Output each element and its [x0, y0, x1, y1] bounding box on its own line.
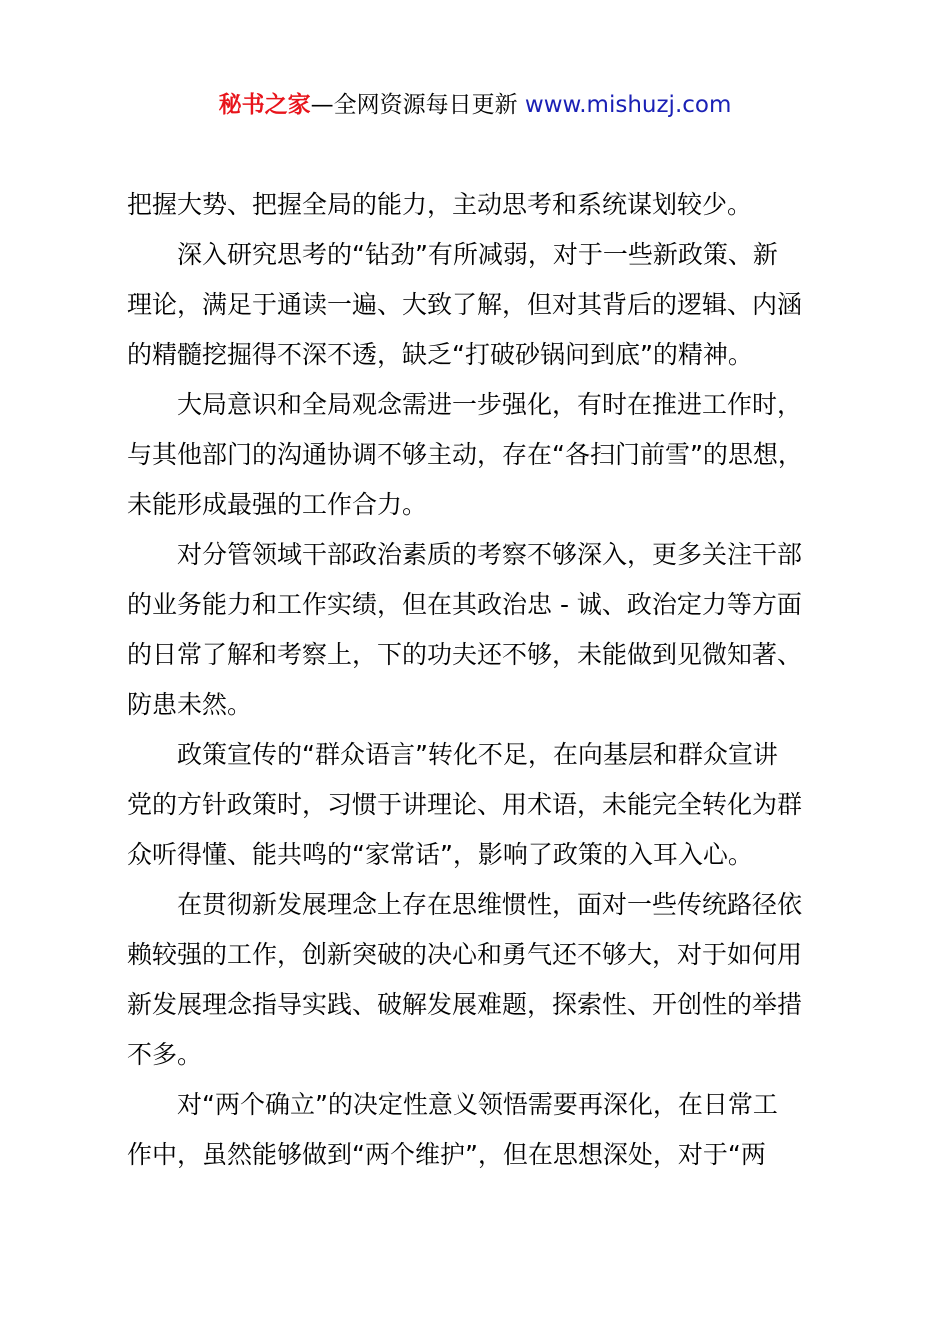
text-line: 作中，虽然能够做到“两个维护”，但在思想深处，对于“两: [127, 1140, 766, 1169]
text-line: 的日常了解和考察上，下的功夫还不够，未能做到见微知著、: [127, 640, 803, 669]
text-line: 众听得懂、能共鸣的“家常话”，影响了政策的入耳入心。: [127, 840, 753, 869]
paragraph-first-line: 对分管领域干部政治素质的考察不够深入，更多关注干部: [177, 540, 803, 569]
brand-name: 秘书之家: [218, 92, 311, 118]
paragraph-first-line: 政策宣传的“群众语言”转化不足，在向基层和群众宣讲: [177, 740, 778, 769]
paragraph-first-line: 深入研究思考的“钻劲”有所减弱，对于一些新政策、新: [177, 240, 778, 269]
paragraph-first-line: 大局意识和全局观念需进一步强化，有时在推进工作时，: [177, 390, 803, 419]
text-line: 新发展理念指导实践、破解发展难题，探索性、开创性的举措: [127, 990, 803, 1019]
header-tagline: —全网资源每日更新: [310, 92, 525, 118]
text-line: 理论，满足于通读一遍、大致了解，但对其背后的逻辑、内涵: [127, 290, 803, 319]
text-line: 把握大势、把握全局的能力，主动思考和系统谋划较少。: [127, 190, 753, 219]
paragraph-first-line: 对“两个确立”的决定性意义领悟需要再深化，在日常工: [177, 1090, 778, 1119]
text-line: 赖较强的工作，创新突破的决心和勇气还不够大，对于如何用: [127, 940, 803, 969]
text-line: 党的方针政策时，习惯于讲理论、用术语，未能完全转化为群: [127, 790, 803, 819]
text-line: 未能形成最强的工作合力。: [127, 490, 428, 519]
document-body: [127, 180, 841, 1180]
text-line: 与其他部门的沟通协调不够主动，存在“各扫门前雪”的思想，: [127, 440, 803, 469]
text-line: 防患未然。: [127, 690, 253, 719]
text-line: 不多。: [127, 1040, 203, 1069]
text-line: 的精髓挖掘得不深不透，缺乏“打破砂锅问到底”的精神。: [127, 340, 753, 369]
paragraph-first-line: 在贯彻新发展理念上存在思维惯性，面对一些传统路径依: [177, 890, 803, 919]
text-line: 的业务能力和工作实绩，但在其政治忠 - 诚、政治定力等方面: [127, 590, 802, 619]
site-url-link[interactable]: www.mishuzj.com: [524, 92, 732, 118]
page-header: [0, 86, 950, 124]
